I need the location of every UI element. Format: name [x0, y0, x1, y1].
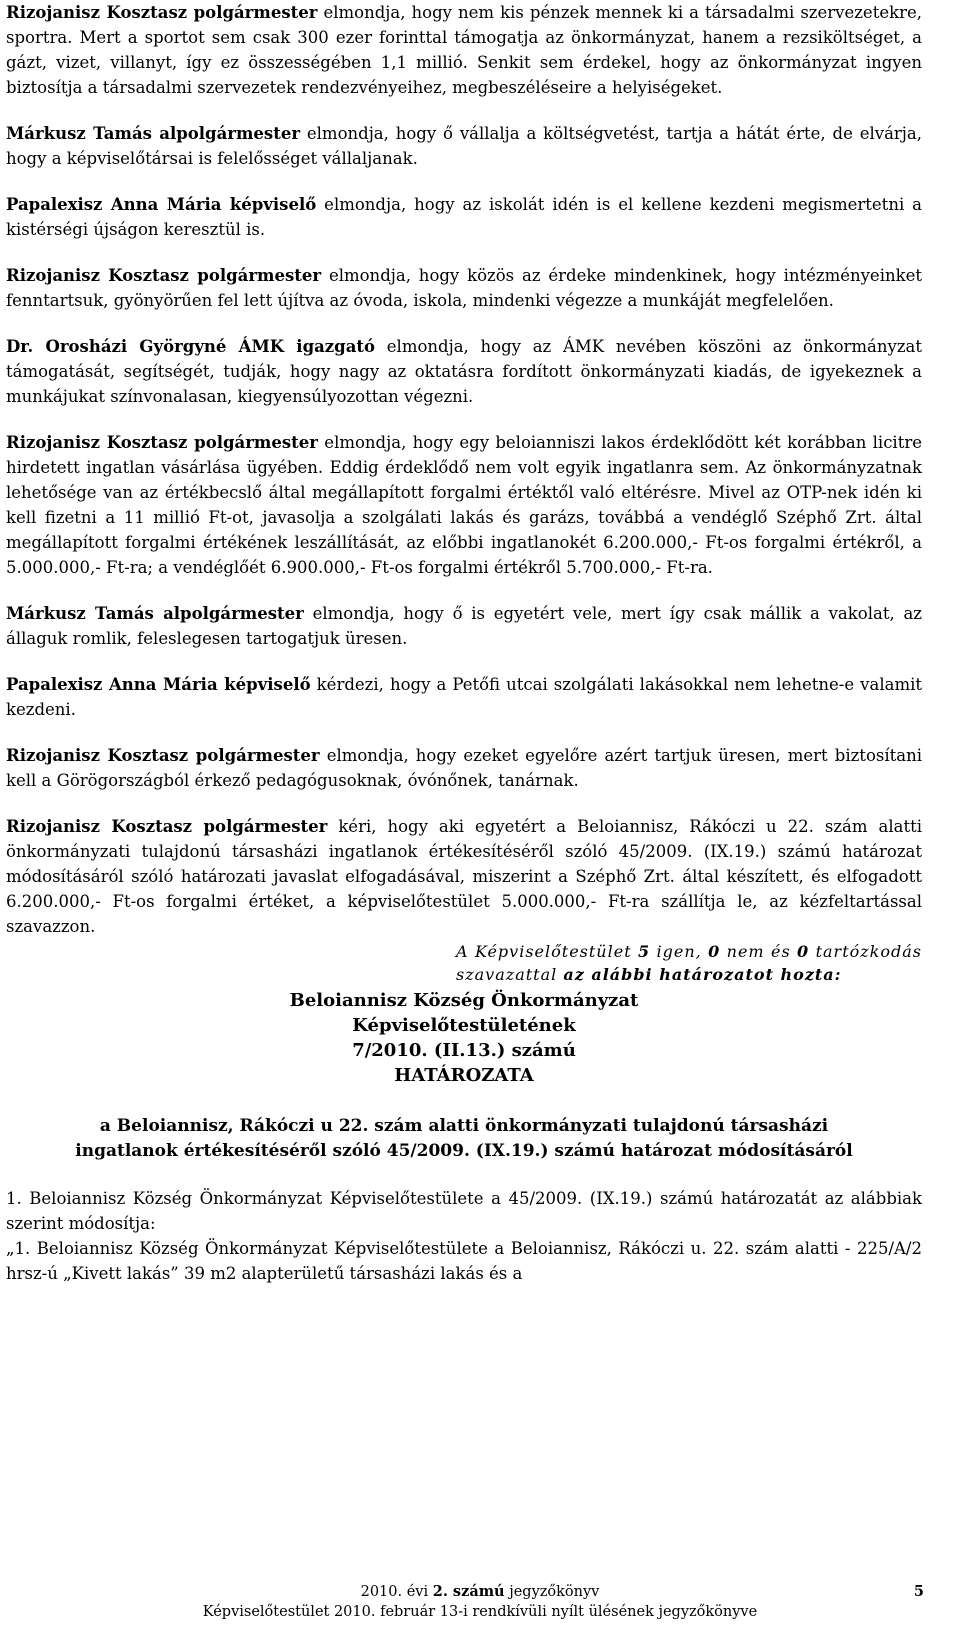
resolution-number: 7/2010. (II.13.) számú	[352, 1040, 576, 1061]
minutes-paragraph	[6, 263, 922, 313]
speaker-name: Márkusz Tamás alpolgármester	[6, 124, 301, 143]
speaker-name: Rizojanisz Kosztasz polgármester	[6, 433, 318, 452]
subject-line: ingatlanok értékesítéséről szóló 45/2009. (IX.19.) számú határozat módosításáról	[75, 1141, 853, 1161]
page-number: 5	[913, 1583, 924, 1600]
speaker-name: Rizojanisz Kosztasz polgármester	[6, 266, 322, 285]
speaker-statement: elmondja, hogy az ÁMK nevében köszöni az önkormányzat támogatását, segítségét, tudják, hogy nagy az oktatásra fordított önkormányzati kiadás, de igyekeznek a munkájukat színvonalasan, kiegyensúlyozottan végezni.	[6, 337, 922, 406]
speaker-name: Dr. Orosházi Györgyné ÁMK igazgató	[6, 337, 376, 356]
vote-abstain-count: 0	[797, 942, 810, 961]
speaker-statement: elmondja, hogy ő vállalja a költségvetést, tartja a hátát érte, de elvárja, hogy a képviselőtársai is felelősséget vállaljanak.	[6, 124, 922, 168]
footer-year: 2010. évi	[360, 1584, 433, 1600]
minutes-paragraph	[6, 601, 922, 651]
speaker-name: Papalexisz Anna Mária képviselő	[6, 675, 311, 694]
speaker-statement: elmondja, hogy nem kis pénzek mennek ki a társadalmi szervezetekre, sportra. Mert a sportot sem csak 300 ezer forinttal támogatja az önkormányzat, hanem a rezsiköltséget, a gázt, vizet, villanyt, így ez összességében 1,1 millió. Senkit sem érdekel, hogy az önkormányzat ingyen biztosítja a társadalmi szervezetek rendezvényeihez, megbeszéléseire a helyiségeket.	[6, 3, 922, 97]
speaker-statement: kéri, hogy aki egyetért a Beloiannisz, Rákóczi u 22. szám alatti önkormányzati tulajdonú társasházi ingatlanok értékesítéséről szóló 45/2009. (IX.19.) számú határozat módosításáról szóló határozati javaslat elfogadásával, miszerint a Széphő Zrt. által készített, és elfogadott 6.200.000,- Ft-os forgalmi értéket, a képviselőtestület 5.000.000,- Ft-ra szállítja le, az kézfeltartással szavazzon.	[6, 817, 922, 936]
resolution-line: Képviselőtestületének	[352, 1015, 576, 1036]
speaker-statement: elmondja, hogy ő is egyetért vele, mert így csak mállik a vakolat, az állaguk romlik, feleslegesen tartogatjuk üresen.	[6, 604, 922, 648]
vote-no-count: 0	[708, 942, 721, 961]
speaker-statement: elmondja, hogy ezeket egyelőre azért tartjuk üresen, mert biztosítani kell a Görögországból érkező pedagógusoknak, óvónőnek, tanárnak.	[6, 746, 922, 790]
vote-result	[456, 940, 922, 986]
resolution-heading	[6, 988, 922, 1088]
resolution-subject	[6, 1114, 922, 1164]
speaker-statement: elmondja, hogy egy beloianniszi lakos érdeklődött két korábban licitre hirdetett ingatlan vásárlása ügyében. Eddig érdeklődő nem volt egyik ingatlanra sem. Az önkormányzatnak lehetősége van az értékbecslő által megállapított forgalmi értéktől való eltérésre. Mivel az OTP-nek idén ki kell fizetni a 11 millió Ft-ot, javasolja a szolgálati lakás és garázs, továbbá a vendéglő Széphő Zrt. által megállapított forgalmi értékének leszállítását, az előbbi ingatlanokét 6.200.000,- Ft-os forgalmi értékről, a 5.000.000,- Ft-ra; a vendéglőét 6.900.000,- Ft-os forgalmi értékről 5.700.000,- Ft-ra.	[6, 433, 922, 577]
footer-doc: jegyzőkönyv	[504, 1584, 600, 1600]
vote-conclusion: az alábbi határozatot hozta:	[563, 965, 842, 984]
vote-text: igen,	[650, 942, 709, 961]
minutes-paragraph	[6, 672, 922, 722]
speaker-name: Rizojanisz Kosztasz polgármester	[6, 3, 318, 22]
subject-line: a Beloiannisz, Rákóczi u 22. szám alatti önkormányzati tulajdonú társasházi	[99, 1116, 829, 1136]
speaker-statement: kérdezi, hogy a Petőfi utcai szolgálati lakásokkal nem lehetne-e valamit kezdeni.	[6, 675, 922, 719]
resolution-body-paragraph: „1. Beloiannisz Község Önkormányzat Képviselőtestülete a Beloiannisz, Rákóczi u. 22. szám alatti - 225/A/2 hrsz-ú „Kivett lakás” 39 m2 alapterületű társasházi lakás és a	[6, 1239, 922, 1283]
speaker-name: Rizojanisz Kosztasz polgármester	[6, 817, 328, 836]
minutes-paragraph	[6, 192, 922, 242]
minutes-paragraph	[6, 121, 922, 171]
vote-text: tartózkodás szavazattal	[456, 942, 922, 984]
minutes-paragraph	[6, 0, 922, 100]
resolution-line: Beloiannisz Község Önkormányzat	[289, 990, 639, 1011]
page-footer	[0, 1582, 960, 1602]
minutes-paragraph	[6, 334, 922, 409]
speaker-statement: elmondja, hogy az iskolát idén is el kellene kezdeni megismertetni a kistérségi újságon keresztül is.	[6, 195, 923, 239]
vote-text: nem és	[720, 942, 798, 961]
vote-text: A Képviselőtestület	[456, 942, 638, 961]
speaker-name: Márkusz Tamás alpolgármester	[6, 604, 304, 623]
speaker-name: Rizojanisz Kosztasz polgármester	[6, 746, 320, 765]
resolution-title: HATÁROZATA	[394, 1065, 534, 1086]
minutes-paragraph	[6, 814, 922, 939]
vote-yes-count: 5	[638, 942, 651, 961]
document-page	[6, 0, 922, 1286]
footer-subtitle: Képviselőtestület 2010. február 13-i rendkívüli nyílt ülésének jegyzőkönyve	[202, 1604, 758, 1620]
minutes-paragraph	[6, 743, 922, 793]
resolution-body-paragraph: 1. Beloiannisz Község Önkormányzat Képviselőtestülete a 45/2009. (IX.19.) számú határozatát az alábbiak szerint módosítja:	[6, 1189, 922, 1233]
speaker-statement: elmondja, hogy közös az érdeke mindenkinek, hogy intézményeinket fenntartsuk, gyönyörűen fel lett újítva az óvoda, iskola, mindenki végezze a munkáját megfelelően.	[6, 266, 922, 310]
minutes-paragraph	[6, 430, 922, 580]
footer-number: 2. számú	[432, 1583, 505, 1600]
speaker-name: Papalexisz Anna Mária képviselő	[6, 195, 317, 214]
minutes-body	[6, 0, 922, 939]
